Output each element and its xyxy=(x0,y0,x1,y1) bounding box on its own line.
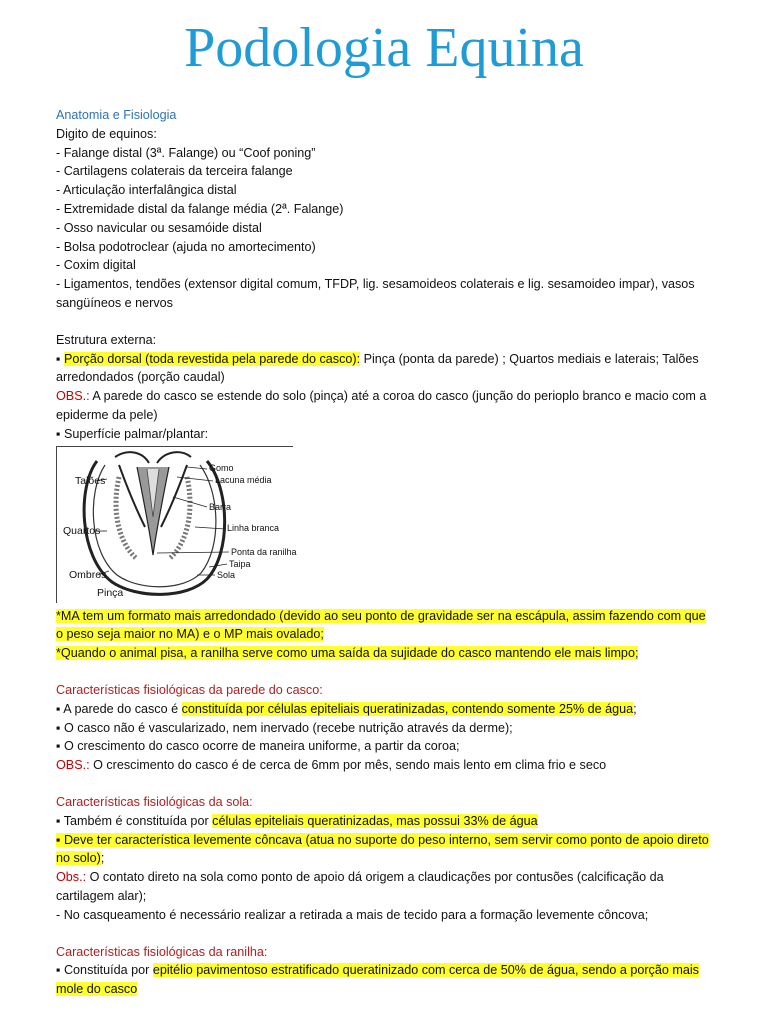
obs-paragraph xyxy=(56,387,716,425)
label-taloes: Talões xyxy=(75,474,106,487)
obs-text: O crescimento do casco é de cerca de 6mm por mês, sendo mais lento em clima frio e seco xyxy=(89,758,607,773)
section-heading-anatomy: Anatomia e Fisiologia xyxy=(56,108,177,122)
text-post: ; xyxy=(100,851,105,866)
list-item: - Bolsa podotroclear (ajuda no amortecimento) xyxy=(56,239,316,254)
list-item: - Ligamentos, tendões (extensor digital comum, TFDP, lig. sesamoideos colaterais e lig. sesamoideo impar), vasos sangüíneos e nervos xyxy=(56,277,695,310)
highlight-frog: epitélio pavimentoso estratificado queratinizado com cerca de 50% de água, sendo a porção mais mole do casco xyxy=(56,963,699,997)
page-title: Podologia Equina xyxy=(184,17,584,79)
section-heading-sole: Características fisiológicas da sola: xyxy=(56,794,253,809)
obs-text: O contato direto na sola como ponto de apoio dá origem a claudicações por contusões (calcificação da cartilagem alar); xyxy=(56,870,664,903)
digit-subheading: Digito de equinos: xyxy=(56,126,157,141)
obs-label: OBS.: xyxy=(56,758,90,773)
highlight-concave: ▪ Deve ter característica levemente côncava (atua no suporte do peso interno, sem servir como ponto de apoio direto no solo) xyxy=(56,832,709,866)
sole-bullet-1 xyxy=(56,812,716,831)
highlight-wall: constituída por células epiteliais queratinizadas, contendo somente 25% de água xyxy=(181,701,634,716)
text-pre: ▪ Constituída por xyxy=(56,963,153,978)
section-heading-external: Estrutura externa: xyxy=(56,332,157,347)
label-quartos: Quartos xyxy=(63,524,101,537)
list-item: - Articulação interfalângica distal xyxy=(56,183,237,198)
label-lacuna-media: Lacuna média xyxy=(215,474,272,485)
label-linha-branca: Linha branca xyxy=(227,522,280,533)
bullet: ▪ xyxy=(56,351,64,366)
sole-obs xyxy=(56,868,716,906)
section-heading-frog: Características fisiológicas da ranilha: xyxy=(56,944,268,959)
sole-bullet-2 xyxy=(56,831,716,869)
wall-bullet-3: ▪ O crescimento do casco ocorre de maneira uniforme, a partir da coroa; xyxy=(56,739,460,754)
sole-dash: - No casqueamento é necessário realizar a retirada a mais de tecido para a formação levemente côncova; xyxy=(56,907,649,922)
label-taipa: Taipa xyxy=(229,558,251,569)
highlight-dorsal: Porção dorsal (toda revestida pela parede do casco): xyxy=(63,351,361,366)
dorsal-paragraph xyxy=(56,350,716,388)
highlight-sole: células epiteliais queratinizadas, mas possui 33% de água xyxy=(212,813,538,828)
label-ombros: Ombros xyxy=(69,568,107,581)
obs-text: A parede do casco se estende do solo (pinça) até a coroa do casco (junção do perioplo branco e macio com a epiderme da pele) xyxy=(56,389,707,422)
wall-bullet-2: ▪ O casco não é vascularizado, nem inervado (recebe nutrição através da derme); xyxy=(56,720,513,735)
obs-label: Obs.: xyxy=(56,870,87,885)
list-item: - Cartilagens colaterais da terceira falange xyxy=(56,164,293,179)
obs-label: OBS.: xyxy=(56,389,90,404)
dorsal-rest: Pinça (ponta da parede) ; Quartos mediais e laterais; Talões arredondados (porção caudal) xyxy=(56,351,699,385)
note-paragraph xyxy=(56,644,716,663)
list-item: - Coxim digital xyxy=(56,258,136,273)
hoof-diagram xyxy=(56,446,297,603)
document-body xyxy=(56,106,716,999)
palmar-label: ▪ Superfície palmar/plantar: xyxy=(56,426,209,441)
text-pre: ▪ Também é constituída por xyxy=(56,813,213,828)
wall-bullet-1 xyxy=(56,700,716,719)
wall-obs xyxy=(56,756,716,775)
label-pinca: Pinça xyxy=(97,586,124,599)
frog-bullet-1 xyxy=(56,961,716,999)
text-pre: ▪ A parede do casco é xyxy=(56,701,182,716)
label-barra: Barra xyxy=(209,501,232,512)
note-ranilha: *Quando o animal pisa, a ranilha serve como uma saída da sujidade do casco mantendo ele mais limpo; xyxy=(56,646,639,661)
label-gomo: Gomo xyxy=(209,462,234,473)
label-ponta-da-ranilha: Ponta da ranilha xyxy=(231,546,297,557)
list-item: - Falange distal (3ª. Falange) ou “Coof poning” xyxy=(56,145,316,160)
note-ma: *MA tem um formato mais arredondado (devido ao seu ponto de gravidade ser na escápula, assim fazendo com que o peso seja maior no MA) e o MP mais ovalado; xyxy=(56,608,706,642)
section-heading-wall: Características fisiológicas da parede do casco: xyxy=(56,682,323,697)
label-sola: Sola xyxy=(217,569,236,580)
list-item: - Extremidade distal da falange média (2ª. Falange) xyxy=(56,201,344,216)
note-paragraph xyxy=(56,607,716,645)
list-item: - Osso navicular ou sesamóide distal xyxy=(56,220,262,235)
text-post: ; xyxy=(633,701,637,716)
